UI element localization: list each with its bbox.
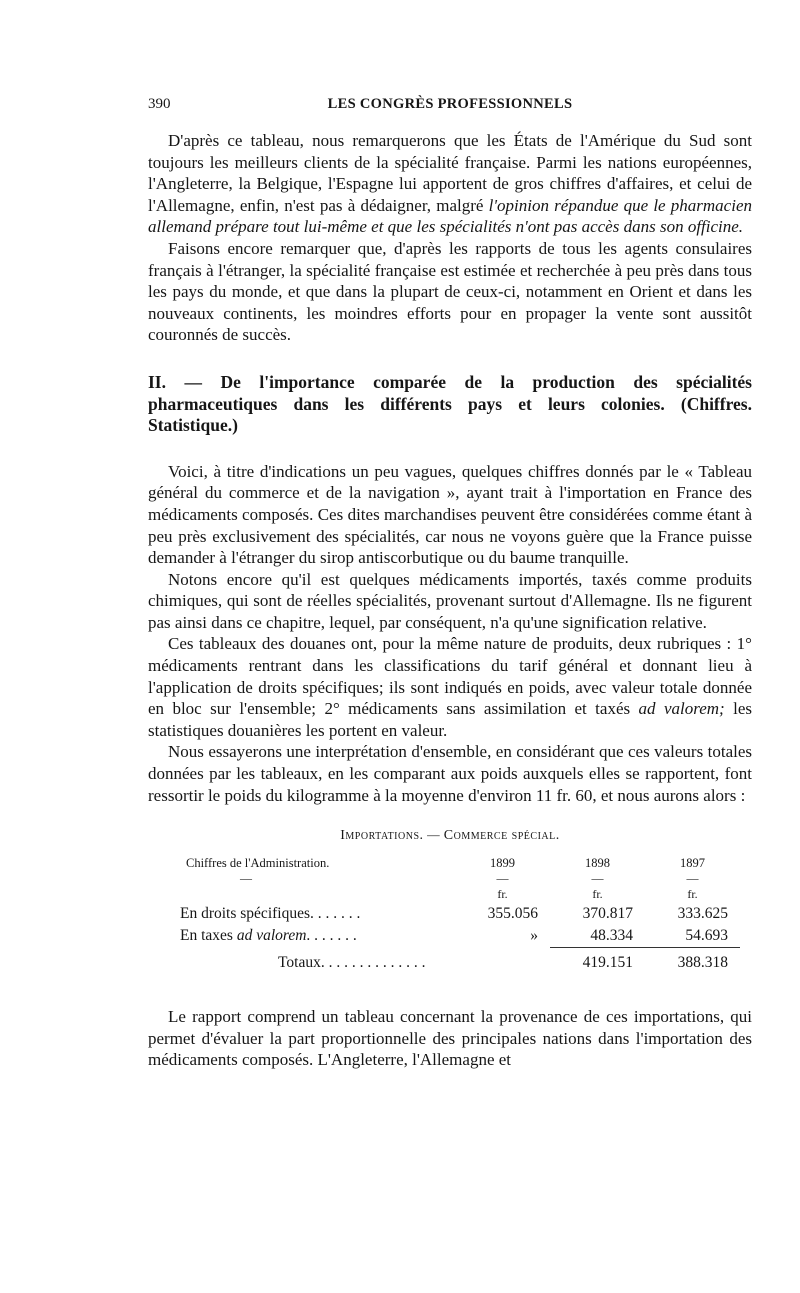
paragraph-4: Notons encore qu'il est quelques médicaments importés, taxés comme produits chimiques, qui sont de réelles spécialités, provenant surtout d'Allemagne. Ils ne figurent pas ainsi dans ce chapitre, lequel, par conséquent, n'a qu'une signification relative. xyxy=(148,569,752,632)
table-cell: » xyxy=(530,927,538,945)
table-row xyxy=(180,903,740,925)
paragraph-6: Nous essayerons une interprétation d'ensemble, en considérant que ces valeurs totales données par les tableaux, en les comparant aux poids auxquels elles se rapportent, font ressortir le poids du kilogramme à la moyenne d'environ 11 fr. 60, et nous aurons alors : xyxy=(148,742,752,805)
paragraph-7: Le rapport comprend un tableau concernant la provenance de ces importations, qui permet d'évaluer la part proportionnelle des principales nations dans l'importation des médicaments composés. L'Angleterre, l'Allemagne et xyxy=(148,1007,752,1070)
document-page xyxy=(148,96,752,1071)
table-cell: 48.334 xyxy=(590,927,633,945)
paragraph-2: Faisons encore remarquer que, d'après les rapports de tous les agents consulaires français à l'étranger, la spécialité française est estimée et recherchée à peu près dans tous les pays du monde, et que dans la plupart de ceux-ci, notamment en Orient et dans les nouveaux continents, les moindres efforts pour en propager la vente sont aussitôt couronnés de succès. xyxy=(148,238,752,345)
paragraph-1: D'après ce tableau, nous remarquerons que les États de l'Amérique du Sud sont toujours les meilleurs clients de la spécialité française. Parmi les nations européennes, l'Angleterre, la Belgique, l'Espagne lui apportent de gros chiffres d'affaires, et celui de l'Allemagne, enfin, n'est pas à dédaigner, malgré l'opinion répandue que le pharmacien allemand prépare tout lui-même et que les spécialités n'ont pas accès dans son officine. xyxy=(148,131,752,237)
year-header: 1897 xyxy=(680,856,705,871)
running-head: LES CONGRÈS PROFESSIONNELS xyxy=(327,96,573,112)
table-row xyxy=(180,925,740,948)
table-total-row xyxy=(180,948,740,979)
table-header-row xyxy=(180,856,740,871)
table-cell: 370.817 xyxy=(582,905,633,923)
page-number: 390 xyxy=(148,96,171,112)
total-cell: 419.151 xyxy=(550,948,645,979)
italic-phrase: l'opinion répandue que le pharmacien allemand prépare tout lui-même et que les spécialités n'ont pas accès dans son officine. xyxy=(148,195,752,237)
year-header: 1898 xyxy=(585,856,610,871)
total-cell: 388.318 xyxy=(645,948,740,979)
paragraph-3: Voici, à titre d'indications un peu vagues, quelques chiffres donnés par le « Tableau général du commerce et de la navigation », ayant trait à l'importation en France des médicaments composés. Ces dites marchandises peuvent être considérées comme étant à peu près exclusivement des spécialités, car nous ne voyons guère que la France puisse demander à l'étranger du sirop antiscorbutique ou du baume tranquille. xyxy=(148,461,752,568)
table-unit-row: fr. fr. fr. xyxy=(497,886,698,901)
page-header xyxy=(148,96,752,120)
table-dash-row: — — — — xyxy=(240,871,699,886)
body-text-continued xyxy=(148,1006,752,1071)
table-caption: Importations. — Commerce spécial. xyxy=(340,828,560,844)
total-label: Totaux. . . . . . . . . . . . . . xyxy=(278,953,426,971)
label-column-header: Chiffres de l'Administration. xyxy=(186,856,330,871)
imports-table xyxy=(180,856,740,978)
paragraph-5: Ces tableaux des douanes ont, pour la même nature de produits, deux rubriques : 1° médicaments rentrant dans les classifications du tarif général et donnant lieu à l'application de droits spécifiques; ils sont indiqués en poids, avec valeur totale donnée en bloc sur l'ensemble; 2° médicaments sans assimilation et taxés ad valorem; les statistiques douanières les portent en valeur. xyxy=(148,634,752,740)
imports-table-block xyxy=(148,828,752,978)
table-cell: 54.693 xyxy=(685,927,728,945)
body-text xyxy=(148,130,752,806)
table-cell: 355.056 xyxy=(487,905,538,923)
year-header: 1899 xyxy=(490,856,515,871)
section-heading: II. — De l'importance comparée de la production des spécialités pharmaceutiques dans les différents pays et leurs colonies. (Chiffres. Statistique.) xyxy=(148,371,752,436)
row-label: En taxes ad valorem. . . . . . . xyxy=(180,927,357,945)
table-cell: 333.625 xyxy=(677,905,728,923)
row-label: En droits spécifiques. . . . . . . xyxy=(180,905,361,923)
